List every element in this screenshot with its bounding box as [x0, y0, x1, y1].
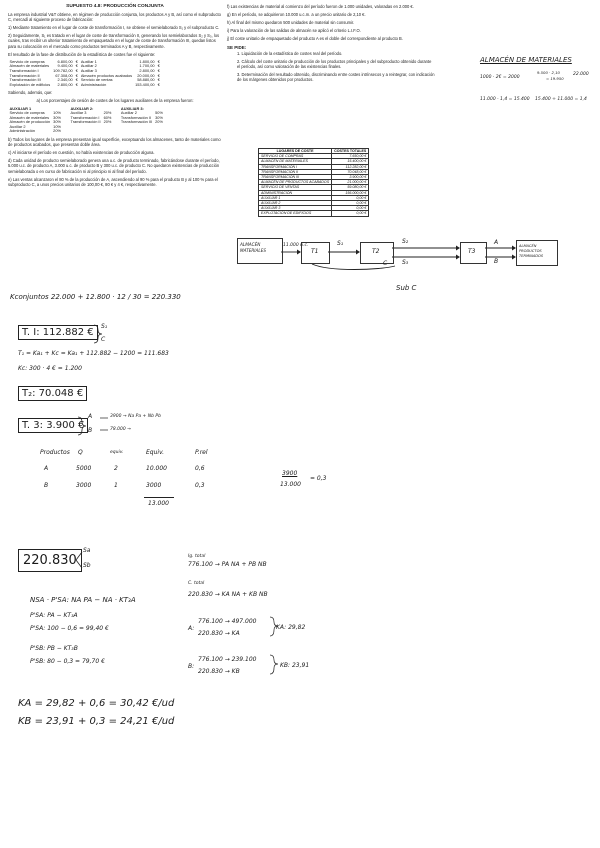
work-rt-label: Ig. total — [188, 554, 206, 559]
work-kconj: Kconjuntos 22.000 + 12.800 · 12 / 30 = 220.330 — [10, 293, 181, 301]
cost-cell: 9.400,00 — [57, 63, 73, 69]
product-table-cell: 3000 — [76, 482, 92, 489]
aux-cell: Administración — [9, 128, 36, 134]
cost-center-name: ADMINISTRACIÓN — [259, 190, 332, 195]
cost-center-total: 59.080,00 € — [332, 185, 369, 190]
product-table-cell: 0,6 — [195, 465, 205, 472]
cost-center-total: 156.000,00 € — [332, 190, 369, 195]
work-ct-value: 220.830 → KA NA + KB NB — [188, 591, 268, 598]
aux-cell: Auxiliar 3 — [70, 110, 87, 116]
aux-head-3: AUXILIAR 3: — [120, 105, 144, 111]
exercise-know-label: Sabiendo, además, que: — [8, 90, 53, 96]
work-ratio-bottom: 13.000 — [280, 481, 301, 488]
work-table-head-equiv: equiv. — [110, 450, 124, 455]
cost-cell: 153.400,00 — [135, 81, 155, 87]
exercise-step-2: 2) Seguidamente, S₁ es tratado en el lugar de coste de transformación II, generando los semielaborados S₂ y S₃, los cuales, tras recibir un ulterior tratamiento de empaquetado en el lugar de coste de transformación III, quedan listos para su colocación en el mercado como productos terminados A y B, respectivamente. — [8, 33, 220, 49]
exercise-intro: La empresa industrial V&T obtiene, en régimen de producción conjunta, los productos A y B, así como el subproducto C, mercadí al siguiente proceso de fabricación: — [8, 12, 221, 23]
cost-cell: € — [157, 77, 160, 83]
ask-3: 3. Determinación del resultado obtenido, discriminando entre costes intrínsecos y a reintegrar, con indicación de los márgenes obtenidos por productos. — [237, 71, 435, 82]
aux-cell: Transformación II — [70, 119, 101, 125]
cost-cell: € — [75, 77, 78, 83]
work-t3-b: B — [88, 427, 93, 434]
work-psa-2: P'SA: 100 − 0,6 = 99,40 € — [30, 625, 109, 632]
cost-cell: 67.308,00 — [55, 72, 73, 78]
cost-center-total: 112.282,00 € — [332, 164, 369, 169]
cost-cell: € — [75, 72, 78, 78]
work-sa: Sa — [83, 547, 91, 554]
work-psb-2: P'SB: 80 − 0,3 = 79,70 € — [30, 658, 105, 665]
flow-s1-label: S₁ — [337, 240, 344, 247]
work-t1-eq: T₁ = Ka₁ + Kc = Ka₁ + 112.882 − 1200 = 111.683 — [18, 350, 169, 357]
work-final-b: KB = 23,91 + 0,3 = 24,21 €/ud — [18, 716, 175, 727]
almacen-notes-line-1: 1000 · 2€ = 2000 — [480, 75, 520, 80]
work-table-head-product: Productos — [40, 449, 70, 456]
cost-center-name: EXPLOTACIÓN DE EDIFICIOS — [259, 211, 332, 216]
cost-cell: Almacén de materiales — [9, 63, 50, 69]
product-table-cell: 2 — [114, 465, 118, 472]
aux-cell: Auxiliar 2 — [120, 110, 137, 116]
cost-cell: Auxiliar 3 — [80, 67, 97, 73]
aux-cell: 30% — [53, 119, 61, 125]
cost-center-total: 21.000,00 € — [332, 180, 369, 185]
flow-sub-c-label: Sub C — [396, 284, 417, 292]
cost-centers-head-total: COSTES TOTALES — [332, 149, 369, 154]
work-t1-box: T. I: 112.882 € — [18, 325, 98, 340]
cost-center-total: 15.400,00 € — [332, 159, 369, 164]
cost-cell: Auxiliar 1 — [80, 58, 97, 64]
exercise-item-c: c) Al iniciarse el período en cuestión, no había existencias de producción alguna. — [8, 150, 155, 156]
work-final-a: KA = 29,82 + 0,6 = 30,42 €/ud — [18, 698, 175, 709]
almacen-notes-line-4: 11.000 · 1,4 = 15.400 — [480, 97, 530, 102]
cost-cell: € — [75, 67, 78, 73]
aux-cell: 20% — [103, 119, 112, 125]
cost-cell: € — [75, 63, 78, 69]
cost-cell: Servicio de compras — [9, 58, 45, 64]
work-t1-s1: S₁ — [101, 323, 108, 330]
flow-c-label: C — [383, 260, 388, 267]
flow-input-label: 11.000 u.c. — [283, 243, 309, 248]
cost-cell: € — [157, 63, 160, 69]
flow-source-label: ALMACÉN MATERIALES — [240, 242, 267, 253]
product-table-cell: 10.000 — [146, 465, 167, 472]
ask-1: 1. Liquidación de la estadística de costes real del período. — [237, 50, 343, 56]
work-b-label: B: — [188, 663, 195, 670]
cost-cell: Almacén productos acabados — [80, 72, 133, 78]
cost-center-name: AUXILIAR 2 — [259, 201, 332, 206]
cost-center-name: AUXILIAR 3 — [259, 206, 332, 211]
cost-cell: 109.782,00 — [53, 67, 73, 73]
exercise-item-g: g) En el período, se adquirieron 10.000 u.c.m. a un precio unitario de 2,10 €. — [227, 12, 366, 18]
work-t3-line-1: 3900 → Na Pa + Nb Pb — [110, 414, 161, 419]
exercise-item-d: d) Cada unidad de producto semielaborado genera una u.c. de producto terminado, fabricándose durante el período, 5.000 u.c. de producto A, 3.000 u.c. de producto B y 300 u.c. de producto C. No quedaron existencias de producción semielaborada o en curso de fabricación ni al principio ni al final del período. — [8, 158, 220, 174]
cost-center-total: 70.048,00 € — [332, 169, 369, 174]
work-b-line-1: 776.100 → 239.100 — [198, 656, 257, 663]
flow-t1-label: T1 — [311, 248, 319, 255]
aux-cell: Transformación I — [70, 114, 100, 120]
cost-cell: Transformación I — [9, 67, 39, 73]
aux-cell: Transformación III — [120, 119, 153, 125]
cost-cell: 2.800,00 — [57, 81, 73, 87]
cost-cell: € — [75, 81, 78, 87]
aux-cell: Almacén de producción — [9, 119, 51, 125]
cost-cell: 58.880,00 — [137, 77, 155, 83]
flow-b-label: B — [494, 258, 499, 265]
ask-2: 2. Cálculo del coste unitario de producción de los productos principales y del subproducto obtenido durante el período, así como valoración de las existencias finales. — [237, 58, 432, 69]
aux-cell: 10% — [53, 110, 61, 116]
work-table-head-equiv2: Equiv. — [146, 449, 165, 456]
cost-center-total: 3.900,00 € — [332, 175, 369, 180]
exercise-item-j: j) El coste unitario de empaquetado del producto A es el doble del correspondiente al producto B. — [227, 36, 403, 42]
cost-center-total: 0,00 € — [332, 211, 369, 216]
aux-head-1: AUXILIAR 1 — [9, 105, 32, 111]
almacen-notes-line-3: = 19.950 — [546, 76, 564, 81]
cost-center-name: ALMACÉN DE MATERIALES — [259, 159, 332, 164]
cost-cell: 20.000,00 — [137, 72, 155, 78]
work-b-line-2: 220.830 → KB — [198, 668, 240, 675]
cost-center-name: SERVICIO DE VENTAS — [259, 185, 332, 190]
flow-t3-label: T3 — [468, 248, 476, 255]
work-table-head-q: Q — [78, 449, 83, 456]
work-big-box: 220.830 — [18, 549, 82, 572]
cost-cell: Servicio de ventas — [80, 77, 113, 83]
exercise-result-intro: El resultado de la fase de distribución de la estadística de costes fue el siguiente: — [8, 51, 156, 57]
cost-center-name: TRANSFORMACIÓN II — [259, 169, 332, 174]
cost-cell: Transformación II — [9, 72, 40, 78]
cost-cell: 2.800,00 — [139, 67, 155, 73]
exercise-item-e: e) Las ventas alcanzaron el 80 % de la producción de A, ascendiendo al 90 % para el producto B y al 100 % para el subproducto C, a unos precios unitarios de 100,00 €, 80 € y 4 €, respectivamente. — [8, 176, 218, 187]
cost-center-total: 0,00 € — [332, 201, 369, 206]
cost-center-name: TRANSFORMACIÓN I — [259, 164, 332, 169]
exercise-title: SUPUESTO 4.8: PRODUCCIÓN CONJUNTA — [66, 4, 164, 9]
cost-cell: € — [157, 58, 160, 64]
work-a-line-2: 220.830 → KA — [198, 630, 240, 637]
cost-cell: 6.800,00 — [57, 58, 73, 64]
cost-cell: Transformación III — [9, 77, 41, 83]
cost-cell: € — [75, 58, 78, 64]
cost-center-total: 0,00 € — [332, 195, 369, 200]
work-ratio-result: = 0,3 — [310, 475, 327, 482]
aux-cell: 60% — [103, 114, 112, 120]
product-table-cell: B — [44, 482, 49, 489]
work-kc-eq: Kc: 300 · 4 € = 1.200 — [18, 365, 82, 372]
work-t3-a: A — [88, 413, 93, 420]
cost-cell: 1.700,00 — [139, 63, 155, 69]
work-a-result: KA: 29,82 — [276, 624, 306, 631]
cost-center-name: ALMACÉN DE PRODUCTOS ACABADOS — [259, 180, 332, 185]
cost-cell: € — [157, 81, 160, 87]
cost-cell: Administración — [80, 81, 107, 87]
work-table-total: 13.000 — [148, 500, 169, 507]
work-t3-line-2: 78.000 → — [110, 427, 131, 432]
aux-cell: 20% — [103, 110, 112, 116]
exercise-item-f: f) Las existencias de material al comienzo del período fueron de 1.000 unidades, valoradas en 2.000 €. — [227, 4, 414, 9]
aux-cell: Transformación II — [120, 114, 152, 120]
aux-cell: 10% — [53, 123, 61, 129]
work-nsa: NSA · P'SA: NA PA − NA · KT₃A — [30, 596, 136, 604]
flow-s2-label: S₂ — [402, 238, 409, 245]
work-b-result: KB: 23,91 — [280, 662, 310, 669]
flow-a-label: A — [494, 239, 499, 246]
aux-cell: 20% — [53, 128, 61, 134]
work-t1-c: C — [101, 336, 106, 343]
flow-dest-label: ALMACÉN PRODUCTOS TERMINADOS — [519, 244, 544, 258]
cost-cell: 1.800,00 — [139, 58, 155, 64]
work-ct-label: C. total — [188, 581, 205, 586]
flow-t2-label: T2 — [372, 248, 380, 255]
cost-center-total: 7.650,00 € — [332, 154, 369, 159]
almacen-notes-total: 22.000 — [573, 72, 589, 77]
product-table-cell: 0,3 — [195, 482, 205, 489]
work-table-head-prel: P.rel — [195, 449, 208, 456]
exercise-item-i: i) Para la valoración de las salidas de almacén se aplicó el criterio L.I.F.O. — [227, 28, 361, 34]
aux-cell: Auxiliar 2 — [9, 123, 26, 129]
cost-cell: Explotación de edificios — [9, 81, 51, 87]
cost-cell: € — [157, 72, 160, 78]
work-a-line-1: 776.100 → 497.000 — [198, 618, 257, 625]
se-pide-heading: SE PIDE: — [227, 45, 247, 51]
exercise-step-1: 1) Mediante tratamiento en el lugar de coste de transformación I, se obtiene el semielaborado S₁ y el subproducto C. — [8, 25, 220, 31]
work-psa: P'SA: PA − KT₃A — [30, 612, 78, 619]
almacen-notes-title: ALMACÉN DE MATERIALES — [480, 56, 572, 64]
cost-center-name: TRANSFORMACIÓN III — [259, 175, 332, 180]
product-table-cell: 1 — [114, 482, 118, 489]
cost-center-total: 0,00 € — [332, 206, 369, 211]
aux-cell: Almacén de materiales — [9, 114, 50, 120]
cost-center-name: AUXILIAR 1 — [259, 195, 332, 200]
aux-cell: 20% — [155, 119, 163, 125]
almacen-notes-line-2: 9.500 · 2,10 — [537, 70, 560, 75]
work-t3-box: T. 3: 3.900 € — [18, 418, 88, 433]
aux-cell: 30% — [53, 114, 61, 120]
aux-cell: 50% — [155, 110, 163, 116]
cost-cell: € — [157, 67, 160, 73]
cost-centers-head-place: LUGARES DE COSTE — [259, 149, 332, 154]
cost-cell: Auxiliar 2 — [80, 63, 97, 69]
work-sb: Sb — [83, 562, 91, 569]
product-table-cell: 5000 — [76, 465, 92, 472]
aux-cell: Servicio de compras — [9, 110, 45, 116]
work-ratio-top: 3900 — [282, 470, 298, 477]
work-a-label: A: — [188, 625, 195, 632]
flow-s3-label: S₃ — [402, 259, 409, 266]
work-psb: P'SB: PB − KT₃B — [30, 645, 78, 652]
product-table-cell: A — [44, 465, 49, 472]
cost-center-name: SERVICIO DE COMPRAS — [259, 154, 332, 159]
aux-head-2: AUXILIAR 2: — [70, 105, 94, 111]
exercise-item-a: a) Los porcentajes de cesión de costes de los lugares auxiliares de la empresa fueron: — [36, 98, 194, 104]
aux-cell: 30% — [155, 114, 163, 120]
cost-cell: 2.340,00 — [57, 77, 73, 83]
work-rt-value: 776.100 → PA NA + PB NB — [188, 561, 267, 568]
exercise-item-h: h) Al final del mismo quedaron 500 unidades de material sin consumir. — [227, 20, 355, 26]
product-table-cell: 3000 — [146, 482, 162, 489]
almacen-notes-line-5: 15.400 ÷ 11.000 = 1,4 — [535, 97, 587, 102]
work-t2-box: T₂: 70.048 € — [18, 386, 87, 401]
exercise-item-b: b) Todos los lugares de la empresa presentan igual superficie, exceptuando los almacenes, tanto de materiales como de productos acabados, que presentan doble área. — [8, 137, 221, 148]
